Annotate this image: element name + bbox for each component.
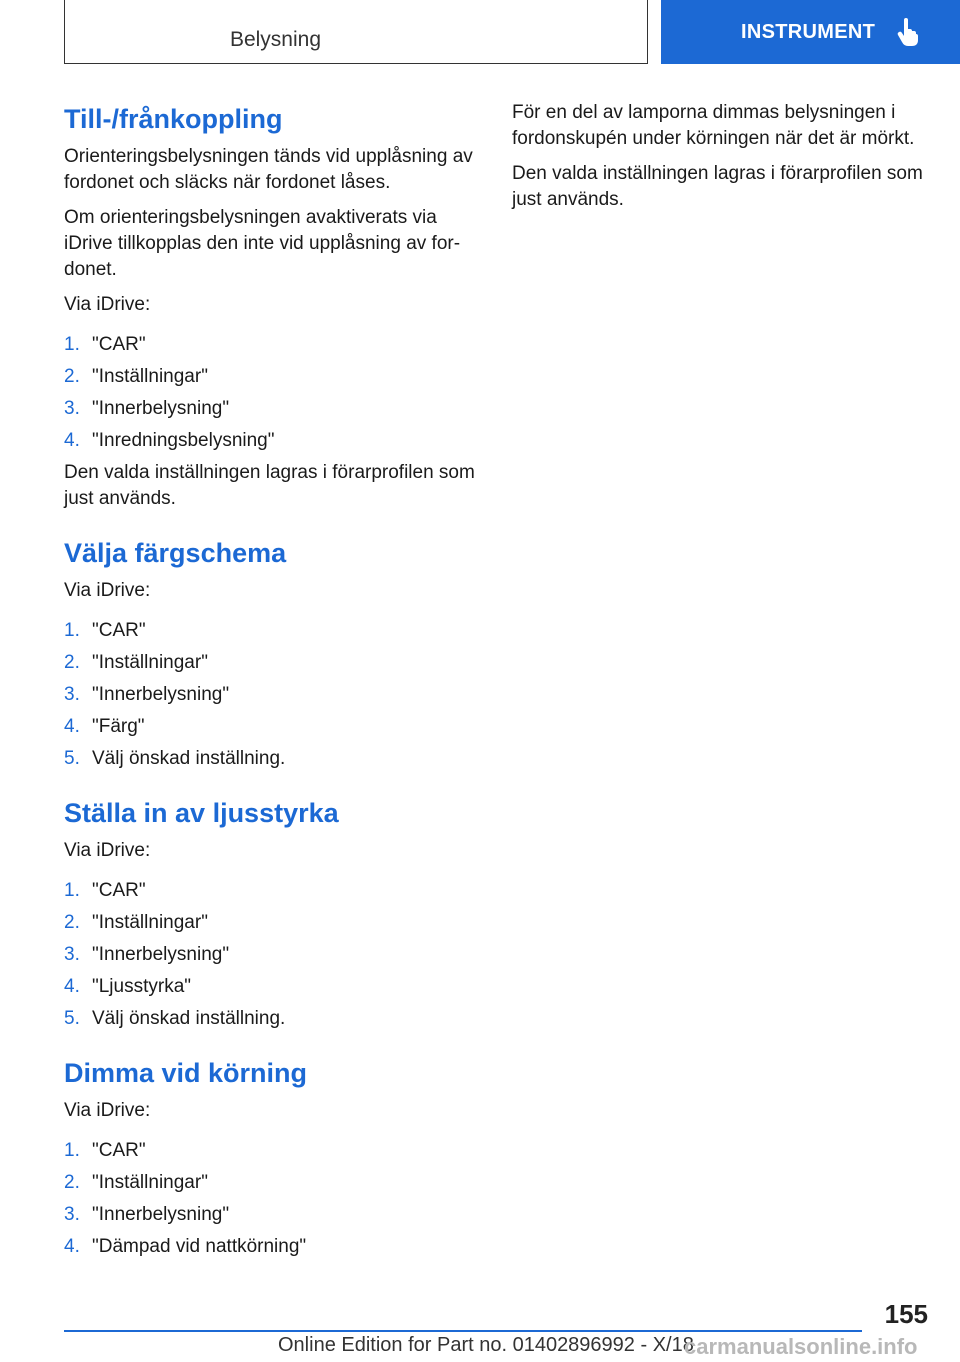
step-text: "Innerbelysning" <box>92 398 230 419</box>
page-number: 155 <box>884 1299 928 1329</box>
step-text: "Inställningar" <box>92 652 208 673</box>
paragraph: För en del av lamporna dimmas belysningen i fordonskupén under körningen när det är mörkt. <box>512 102 915 149</box>
step-text: "Innerbelysning" <box>92 1204 230 1225</box>
paragraph: Om orienteringsbelysningen avaktiverats via iDrive tillkopplas den inte vid upplåsning av fordonet. <box>64 207 461 280</box>
step-number: 5. <box>64 748 80 769</box>
step-text: "Inställningar" <box>92 912 208 933</box>
step-number: 4. <box>64 1236 80 1257</box>
list-item <box>64 1202 484 1228</box>
step-list <box>64 618 484 772</box>
section-heading-on-off: Till-/frånkoppling <box>64 104 283 134</box>
left-column <box>64 100 484 1266</box>
step-number: 3. <box>64 944 80 965</box>
header-tab-instrument[interactable] <box>661 0 960 64</box>
header-section-title: Belysning <box>229 28 321 51</box>
header-box <box>64 0 648 64</box>
step-number: 3. <box>64 1204 80 1225</box>
list-item <box>64 428 484 454</box>
step-text: "Innerbelysning" <box>92 944 230 965</box>
step-list <box>64 878 484 1032</box>
list-item <box>64 1006 484 1032</box>
step-number: 1. <box>64 620 80 641</box>
step-list <box>64 1138 484 1260</box>
paragraph: Via iDrive: <box>64 840 151 861</box>
step-text: "CAR" <box>92 334 146 355</box>
paragraph: Via iDrive: <box>64 580 151 601</box>
paragraph: Orienteringsbelysningen tänds vid upplåsning av fordonet och släcks när fordonet låses. <box>64 146 473 193</box>
list-item <box>64 1234 484 1260</box>
step-number: 4. <box>64 976 80 997</box>
step-number: 2. <box>64 912 80 933</box>
watermark: carmanualsonline.info <box>684 1334 918 1359</box>
list-item <box>64 878 484 904</box>
step-number: 3. <box>64 398 80 419</box>
step-number: 5. <box>64 1008 80 1029</box>
list-item <box>64 682 484 708</box>
list-item <box>64 1170 484 1196</box>
section-heading-color-scheme: Välja färgschema <box>64 538 287 568</box>
list-item <box>64 910 484 936</box>
right-column <box>512 100 932 222</box>
step-number: 1. <box>64 334 80 355</box>
list-item <box>64 974 484 1000</box>
step-text: "Ljusstyrka" <box>92 976 192 997</box>
step-text: "Dämpad vid nattkörning" <box>92 1236 307 1257</box>
step-text: "CAR" <box>92 620 146 641</box>
list-item <box>64 746 484 772</box>
list-item <box>64 714 484 740</box>
step-text: "Inställningar" <box>92 1172 208 1193</box>
step-text: Välj önskad inställning. <box>92 1008 286 1029</box>
step-text: Välj önskad inställning. <box>92 748 286 769</box>
step-number: 3. <box>64 684 80 705</box>
step-text: "Inställningar" <box>92 366 208 387</box>
step-number: 2. <box>64 1172 80 1193</box>
paragraph: Den valda inställningen lagras i förarprofilen som just används. <box>512 163 923 210</box>
paragraph: Via iDrive: <box>64 294 151 315</box>
step-number: 1. <box>64 1140 80 1161</box>
step-text: "Innerbelysning" <box>92 684 230 705</box>
list-item <box>64 332 484 358</box>
hand-pointer-icon <box>897 18 919 46</box>
step-number: 4. <box>64 430 80 451</box>
section-heading-dimming: Dimma vid körning <box>64 1058 308 1088</box>
step-list <box>64 332 484 454</box>
section-heading-brightness: Ställa in av ljusstyrka <box>64 798 339 828</box>
step-text: "CAR" <box>92 1140 146 1161</box>
list-item <box>64 396 484 422</box>
step-number: 2. <box>64 652 80 673</box>
step-number: 2. <box>64 366 80 387</box>
list-item <box>64 1138 484 1164</box>
step-text: "Färg" <box>92 716 145 737</box>
step-text: "Inredningsbelysning" <box>92 430 275 451</box>
list-item <box>64 364 484 390</box>
footer-edition-text: Online Edition for Part no. 01402896992 - X/18 <box>278 1334 694 1356</box>
step-number: 1. <box>64 880 80 901</box>
header-tab-label: INSTRUMENT <box>741 20 876 43</box>
list-item <box>64 942 484 968</box>
paragraph: Den valda inställningen lagras i förarprofilen som just används. <box>64 462 475 509</box>
paragraph: Via iDrive: <box>64 1100 151 1121</box>
list-item <box>64 650 484 676</box>
step-text: "CAR" <box>92 880 146 901</box>
list-item <box>64 618 484 644</box>
footer-divider <box>64 1330 862 1332</box>
step-number: 4. <box>64 716 80 737</box>
